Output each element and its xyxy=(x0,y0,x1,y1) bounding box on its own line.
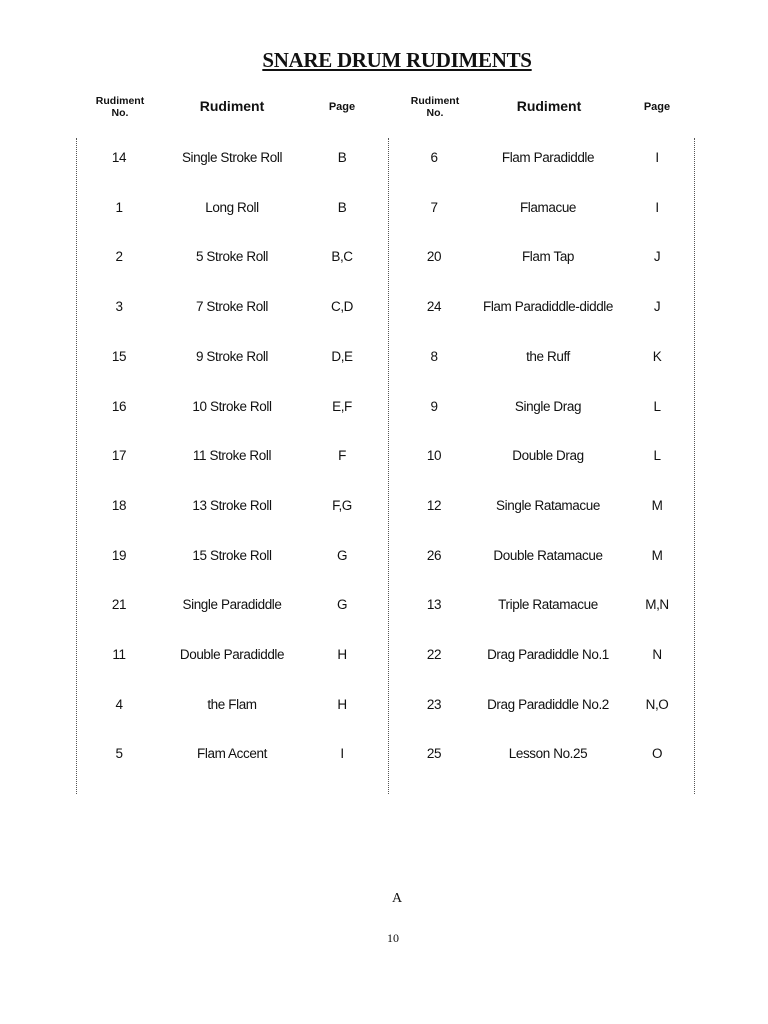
left-page: C,D xyxy=(330,299,354,315)
left-rudiment-name: 7 Stroke Roll xyxy=(195,299,269,315)
right-rudiment-no: 24 xyxy=(426,299,442,315)
left-page: B xyxy=(337,199,347,215)
header-left-rudiment-no xyxy=(88,95,152,119)
left-rudiment-no: 3 xyxy=(115,299,123,315)
right-rudiment-no: 9 xyxy=(430,398,438,414)
header-right-page: Page xyxy=(643,101,671,113)
left-rudiment-name: Single Stroke Roll xyxy=(181,150,283,165)
right-rudiment-name: Lesson No.25 xyxy=(508,746,588,762)
table-row xyxy=(0,399,768,419)
left-rudiment-name: 11 Stroke Roll xyxy=(192,448,272,464)
left-page: F,G xyxy=(332,497,352,513)
right-rudiment-name: Single Drag xyxy=(514,398,582,414)
right-rudiment-no: 22 xyxy=(426,647,442,662)
right-page: N,O xyxy=(645,696,669,712)
table-row xyxy=(0,200,768,220)
left-rudiment-name: 13 Stroke Roll xyxy=(192,497,272,513)
right-rudiment-name: Double Drag xyxy=(512,448,584,464)
table-row xyxy=(0,548,768,568)
left-rudiment-no: 19 xyxy=(111,547,127,563)
right-page: K xyxy=(652,348,662,364)
table-row xyxy=(0,349,768,369)
left-page: B xyxy=(337,150,347,165)
left-rudiment-no: 1 xyxy=(115,199,123,215)
left-page: G xyxy=(336,547,348,563)
right-rudiment-name: Drag Paradiddle No.2 xyxy=(487,696,609,712)
right-rudiment-name: Triple Ratamacue xyxy=(498,597,598,613)
page-title: SNARE DRUM RUDIMENTS xyxy=(262,48,532,72)
right-rudiment-no: 7 xyxy=(430,199,438,215)
left-rudiment-name: Single Paradiddle xyxy=(182,597,282,613)
left-rudiment-name: 9 Stroke Roll xyxy=(195,348,269,364)
left-rudiment-no: 5 xyxy=(115,746,123,762)
right-page: M xyxy=(651,547,663,563)
header-left-rudiment: Rudiment xyxy=(199,98,265,114)
left-page: G xyxy=(336,597,348,613)
right-page: I xyxy=(655,150,659,165)
left-rudiment-no: 16 xyxy=(111,398,127,414)
right-rudiment-name: Flamacue xyxy=(519,199,577,215)
right-rudiment-name: the Ruff xyxy=(526,348,570,364)
right-page: M xyxy=(651,497,663,513)
right-rudiment-no: 8 xyxy=(430,348,438,364)
left-page: D,E xyxy=(331,348,353,364)
header-left-page: Page xyxy=(328,101,356,113)
header-right-rudiment-no-label: Rudiment No. xyxy=(410,95,460,119)
right-page: L xyxy=(653,398,661,414)
right-rudiment-no: 20 xyxy=(426,249,442,265)
section-letter: A xyxy=(391,891,403,906)
left-rudiment-no: 18 xyxy=(111,497,127,513)
left-rudiment-no: 2 xyxy=(115,249,123,265)
header-left-rudiment-no-label: Rudiment No. xyxy=(95,95,145,119)
right-page: J xyxy=(653,249,661,265)
right-rudiment-no: 25 xyxy=(426,746,442,762)
left-rudiment-name: Double Paradiddle xyxy=(179,647,285,662)
table-row xyxy=(0,746,768,766)
left-rudiment-name: 15 Stroke Roll xyxy=(192,547,272,563)
left-rudiment-no: 14 xyxy=(111,150,127,165)
right-rudiment-name: Double Ratamacue xyxy=(493,547,603,563)
left-page: H xyxy=(337,696,347,712)
left-rudiment-name: 5 Stroke Roll xyxy=(195,249,269,265)
header-right-rudiment-no xyxy=(403,95,467,119)
table-row xyxy=(0,150,768,170)
table-row xyxy=(0,448,768,468)
right-page: N xyxy=(652,647,662,662)
table-row xyxy=(0,597,768,617)
left-rudiment-name: Flam Accent xyxy=(197,746,267,762)
table-row xyxy=(0,498,768,518)
table-row xyxy=(0,647,768,667)
right-page: M,N xyxy=(645,597,669,613)
table-row xyxy=(0,299,768,319)
left-page: F xyxy=(338,448,346,464)
right-page: O xyxy=(651,746,663,762)
left-page: B,C xyxy=(331,249,353,265)
right-page: L xyxy=(653,448,661,464)
right-rudiment-no: 26 xyxy=(426,547,442,563)
right-rudiment-name: Drag Paradiddle No.1 xyxy=(487,647,609,662)
right-rudiment-name: Single Ratamacue xyxy=(496,497,600,513)
right-page: I xyxy=(655,199,659,215)
right-rudiment-name: Flam Paradiddle xyxy=(501,150,595,165)
right-rudiment-name: Flam Paradiddle-diddle xyxy=(482,299,614,315)
left-page: E,F xyxy=(332,398,352,414)
right-rudiment-no: 10 xyxy=(426,448,442,464)
left-rudiment-no: 11 xyxy=(112,647,126,662)
left-rudiment-no: 17 xyxy=(111,448,127,464)
left-page: H xyxy=(337,647,347,662)
right-rudiment-no: 13 xyxy=(426,597,442,613)
page-number: 10 xyxy=(387,931,399,945)
right-page: J xyxy=(653,299,661,315)
left-rudiment-name: 10 Stroke Roll xyxy=(192,398,272,414)
right-rudiment-name: Flam Tap xyxy=(521,249,575,265)
left-page: I xyxy=(340,746,344,762)
table-row xyxy=(0,697,768,717)
left-rudiment-no: 21 xyxy=(111,597,127,613)
header-right-rudiment: Rudiment xyxy=(516,98,582,114)
table-row xyxy=(0,249,768,269)
right-rudiment-no: 12 xyxy=(426,497,442,513)
left-rudiment-no: 15 xyxy=(111,348,127,364)
left-rudiment-name: Long Roll xyxy=(205,199,259,215)
left-rudiment-name: the Flam xyxy=(207,696,257,712)
left-rudiment-no: 4 xyxy=(115,696,123,712)
right-rudiment-no: 6 xyxy=(430,150,438,165)
right-rudiment-no: 23 xyxy=(426,696,442,712)
